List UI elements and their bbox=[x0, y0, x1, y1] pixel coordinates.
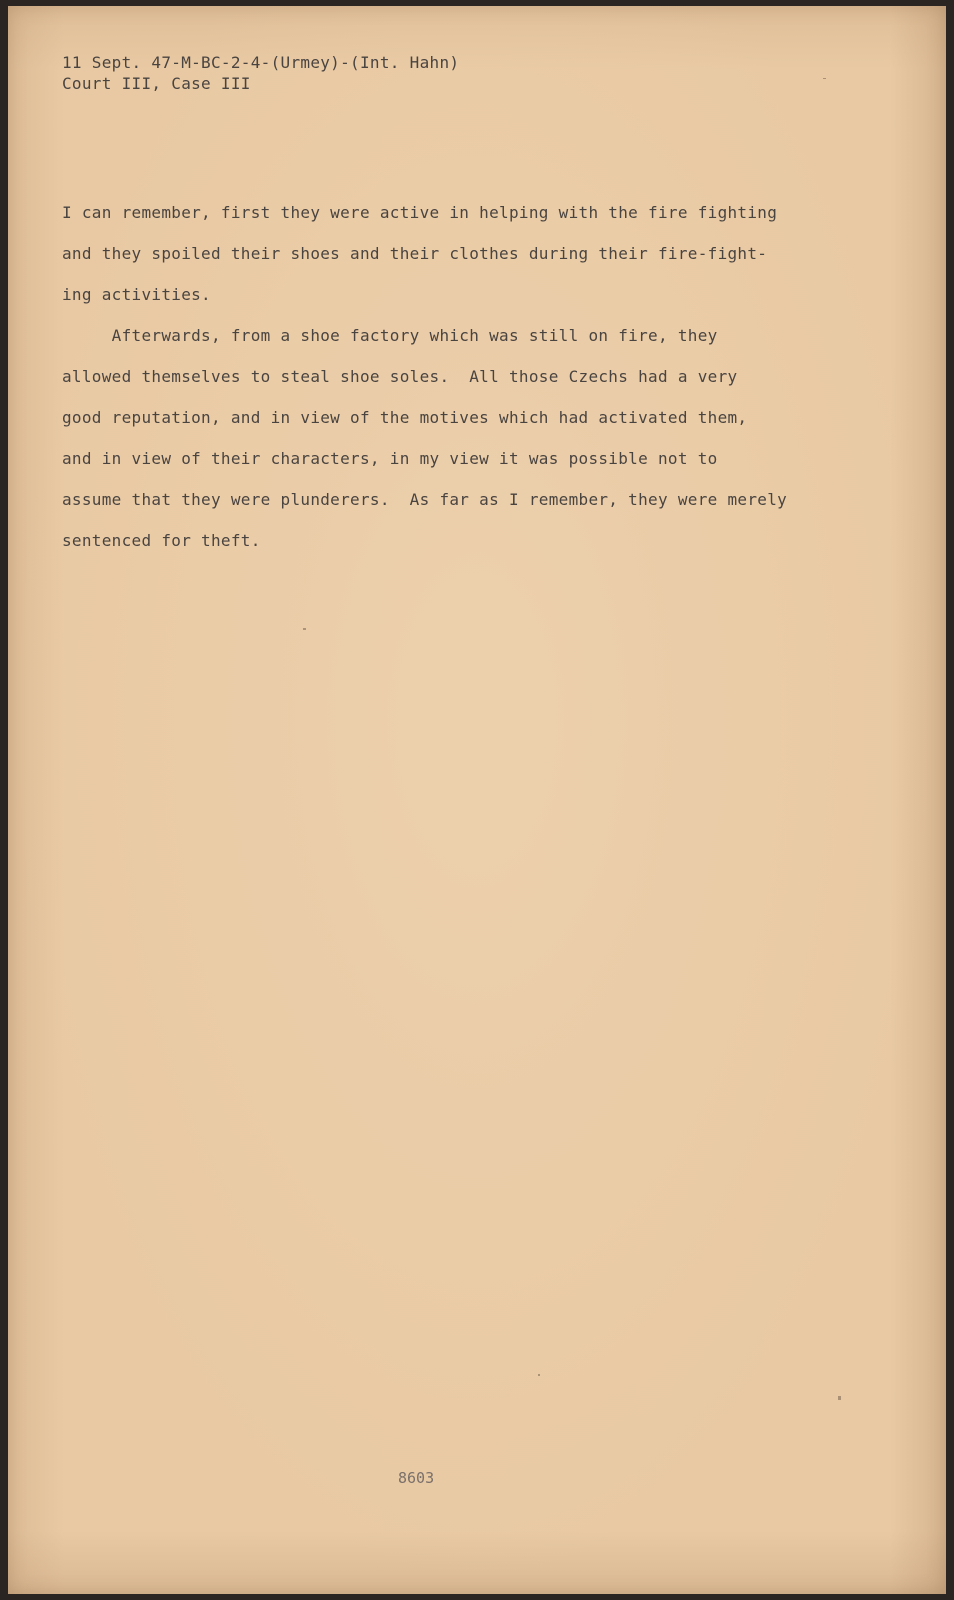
document-reference-line: 11 Sept. 47-M-BC-2-4-(Urmey)-(Int. Hahn) bbox=[62, 53, 460, 72]
paper-speck bbox=[303, 628, 306, 630]
document-body bbox=[62, 192, 862, 561]
body-line: and they spoiled their shoes and their clothes during their fire-fight- bbox=[62, 244, 768, 263]
body-line: and in view of their characters, in my view it was possible not to bbox=[62, 449, 718, 468]
body-line: ing activities. bbox=[62, 285, 211, 304]
body-line: I can remember, first they were active in helping with the fire fighting bbox=[62, 203, 778, 222]
body-line: allowed themselves to steal shoe soles. All those Czechs had a very bbox=[62, 367, 738, 386]
paper-speck bbox=[838, 1396, 841, 1400]
paper-speck bbox=[538, 1374, 540, 1376]
body-line: good reputation, and in view of the motives which had activated them, bbox=[62, 408, 748, 427]
paper-speck bbox=[823, 78, 826, 79]
body-line: assume that they were plunderers. As far as I remember, they were merely bbox=[62, 490, 788, 509]
court-case-line: Court III, Case III bbox=[62, 74, 251, 93]
page-number: 8603 bbox=[398, 1469, 435, 1487]
body-line: sentenced for theft. bbox=[62, 531, 261, 550]
body-line: Afterwards, from a shoe factory which was still on fire, they bbox=[62, 326, 718, 345]
